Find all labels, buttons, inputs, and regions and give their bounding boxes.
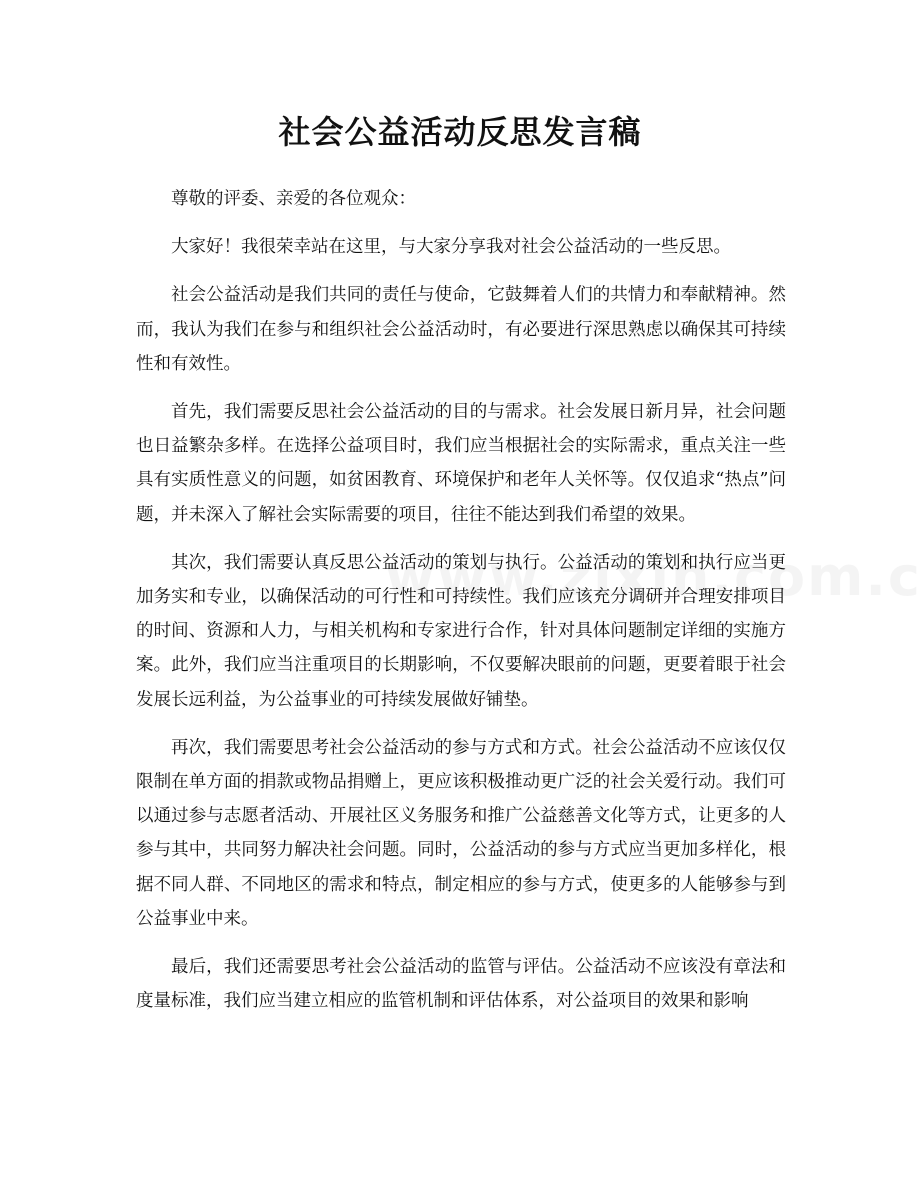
paragraph-greeting: 大家好！我很荣幸站在这里，与大家分享我对社会公益活动的一些反思。 (171, 237, 731, 258)
paragraph-final-point: 最后，我们还需要思考社会公益活动的监管与评估。公益活动不应该没有章法和度量标准，我们应当建立相应的监管机制和评估体系，对公益项目的效果和影响 (136, 957, 786, 1012)
document-body (136, 182, 786, 1032)
paragraph-intro: 社会公益活动是我们共同的责任与使命，它鼓舞着人们的共情力和奉献精神。然而，我认为我们在参与和组织社会公益活动时，有必要进行深思熟虑以确保其可持续性和有效性。 (136, 285, 786, 374)
document-title: 社会公益活动反思发言稿 (278, 113, 642, 151)
paragraph-salutation: 尊敬的评委、亲爱的各位观众： (171, 189, 416, 209)
paragraph-third-point: 再次，我们需要思考社会公益活动的参与方式和方式。社会公益活动不应该仅仅限制在单方面的捐款或物品捐赠上，更应该积极推动更广泛的社会关爱行动。我们可以通过参与志愿者活动、开展社区义务服务和推广公益慈善文化等方式，让更多的人参与其中，共同努力解决社会问题。同时，公益活动的参与方式应当更加多样化，根据不同人群、不同地区的需求和特点，制定相应的参与方式，使更多的人能够参与到公益事业中来。 (136, 737, 786, 929)
paragraph-second-point: 其次，我们需要认真反思公益活动的策划与执行。公益活动的策划和执行应当更加务实和专业，以确保活动的可行性和可持续性。我们应该充分调研并合理安排项目的时间、资源和人力，与相关机构和专家进行合作，针对具体问题制定详细的实施方案。此外，我们应当注重项目的长期影响，不仅要解决眼前的问题，更要着眼于社会发展长远利益，为公益事业的可持续发展做好铺垫。 (136, 552, 786, 710)
paragraph-first-point: 首先，我们需要反思社会公益活动的目的与需求。社会发展日新月异，社会问题也日益繁杂多样。在选择公益项目时，我们应当根据社会的实际需求，重点关注一些具有实质性意义的问题，如贫困教育、环境保护和老年人关怀等。仅仅追求“热点”问题，并未深入了解社会实际需要的项目，往往不能达到我们希望的效果。 (136, 402, 786, 525)
